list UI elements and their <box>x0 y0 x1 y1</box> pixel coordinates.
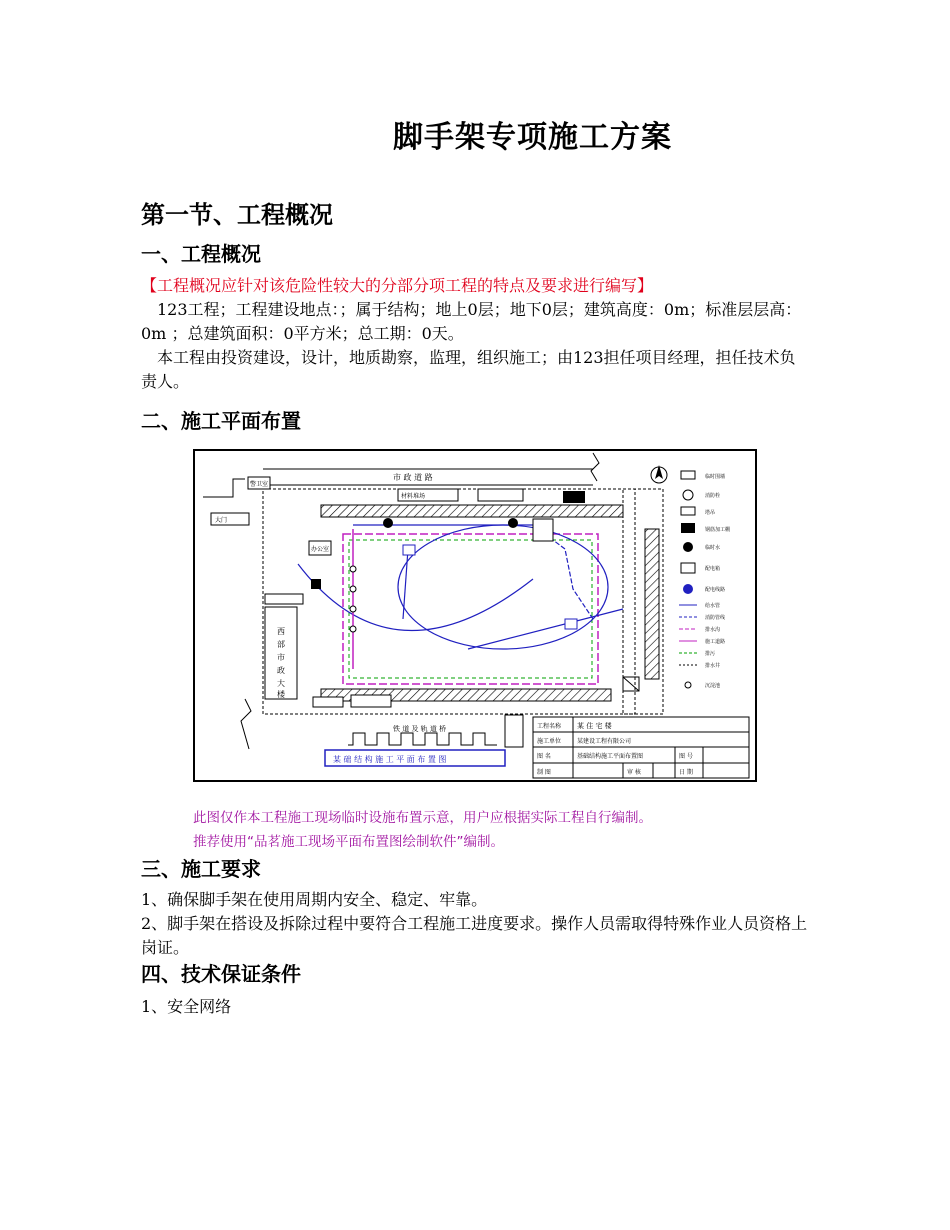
overview-paragraph-2: 本工程由投资建设，设计，地质勘察，监理，组织施工；由123担任项目经理，担任技术负责人。 <box>141 348 796 391</box>
requirement-2: 2、脚手架在搭设及拆除过程中要符合工程施工进度要求。操作人员需取得特殊作业人员资格上岗证。 <box>141 914 808 957</box>
svg-text:办公室: 办公室 <box>311 546 330 553</box>
svg-text:图 名: 图 名 <box>537 753 551 760</box>
requirement-1: 1、确保脚手架在使用周期内安全、稳定、牢靠。 <box>141 890 488 909</box>
title-block <box>533 717 749 778</box>
svg-text:日 期: 日 期 <box>679 769 693 776</box>
svg-text:塔吊: 塔吊 <box>705 510 716 516</box>
svg-text:消防管线: 消防管线 <box>705 615 726 621</box>
svg-text:大: 大 <box>277 679 285 688</box>
svg-text:施工道路: 施工道路 <box>705 639 726 645</box>
section-heading-1: 第一节、工程概况 <box>141 200 333 229</box>
svg-text:给水管: 给水管 <box>705 603 721 609</box>
instruction-note: 【工程概况应针对该危险性较大的分部分项工程的特点及要求进行编写】 <box>141 276 654 295</box>
figure-note-2: 推荐使用“品茗施工现场平面布置图绘制软件”编制。 <box>193 834 504 850</box>
svg-text:消防栓: 消防栓 <box>705 493 721 499</box>
svg-text:大门: 大门 <box>215 517 228 524</box>
svg-text:市: 市 <box>277 653 285 662</box>
subheading-technical: 四、技术保证条件 <box>141 962 301 986</box>
site-plan-caption: 某 础 结 构 施 工 平 面 布 置 图 <box>333 755 447 764</box>
svg-text:施工单位: 施工单位 <box>537 738 562 745</box>
svg-text:图 号: 图 号 <box>679 753 693 760</box>
overview-paragraph-1: 123工程；工程建设地点：；属于结构；地上0层；地下0层；建筑高度：0m；标准层层高：0m ；总建筑面积：0平方米；总工期：0天。 <box>141 300 802 343</box>
svg-text:铁 道 及 轨 道 桥: 铁 道 及 轨 道 桥 <box>393 725 447 733</box>
svg-text:审 核: 审 核 <box>627 769 641 776</box>
svg-text:排水井: 排水井 <box>705 663 721 669</box>
site-plan-figure <box>193 449 757 782</box>
svg-text:排水沟: 排水沟 <box>705 627 721 633</box>
svg-text:政: 政 <box>277 666 285 675</box>
svg-text:工程名称: 工程名称 <box>537 723 562 730</box>
svg-text:某建设工程有限公司: 某建设工程有限公司 <box>577 738 632 745</box>
svg-text:某 住 宅 楼: 某 住 宅 楼 <box>577 722 612 730</box>
svg-text:西: 西 <box>277 627 285 636</box>
svg-text:楼: 楼 <box>277 690 285 699</box>
condition-1: 1、安全网络 <box>141 997 232 1016</box>
document-title: 脚手架专项施工方案 <box>393 120 672 155</box>
svg-text:配电箱: 配电箱 <box>705 566 721 572</box>
svg-text:警卫室: 警卫室 <box>250 481 269 488</box>
subheading-site-layout: 二、施工平面布置 <box>141 409 301 433</box>
svg-text:部: 部 <box>277 640 285 649</box>
svg-text:材料堆场: 材料堆场 <box>401 493 426 500</box>
figure-note-1: 此图仅作本工程施工现场临时设施布置示意，用户应根据实际工程自行编制。 <box>193 810 652 826</box>
svg-text:临时水: 临时水 <box>705 545 721 551</box>
svg-text:排污: 排污 <box>705 651 716 657</box>
svg-text:临时围墙: 临时围墙 <box>705 474 726 480</box>
subheading-requirements: 三、施工要求 <box>141 857 261 881</box>
road-top-label: 市 政 道 路 <box>393 473 433 482</box>
svg-text:基础结构施工平面布置图: 基础结构施工平面布置图 <box>577 753 644 760</box>
svg-text:配电线路: 配电线路 <box>705 587 726 593</box>
svg-text:钢筋加工棚: 钢筋加工棚 <box>705 527 731 533</box>
svg-text:沉淀池: 沉淀池 <box>705 683 721 689</box>
svg-text:制 图: 制 图 <box>537 769 551 776</box>
subheading-overview: 一、工程概况 <box>141 242 261 266</box>
